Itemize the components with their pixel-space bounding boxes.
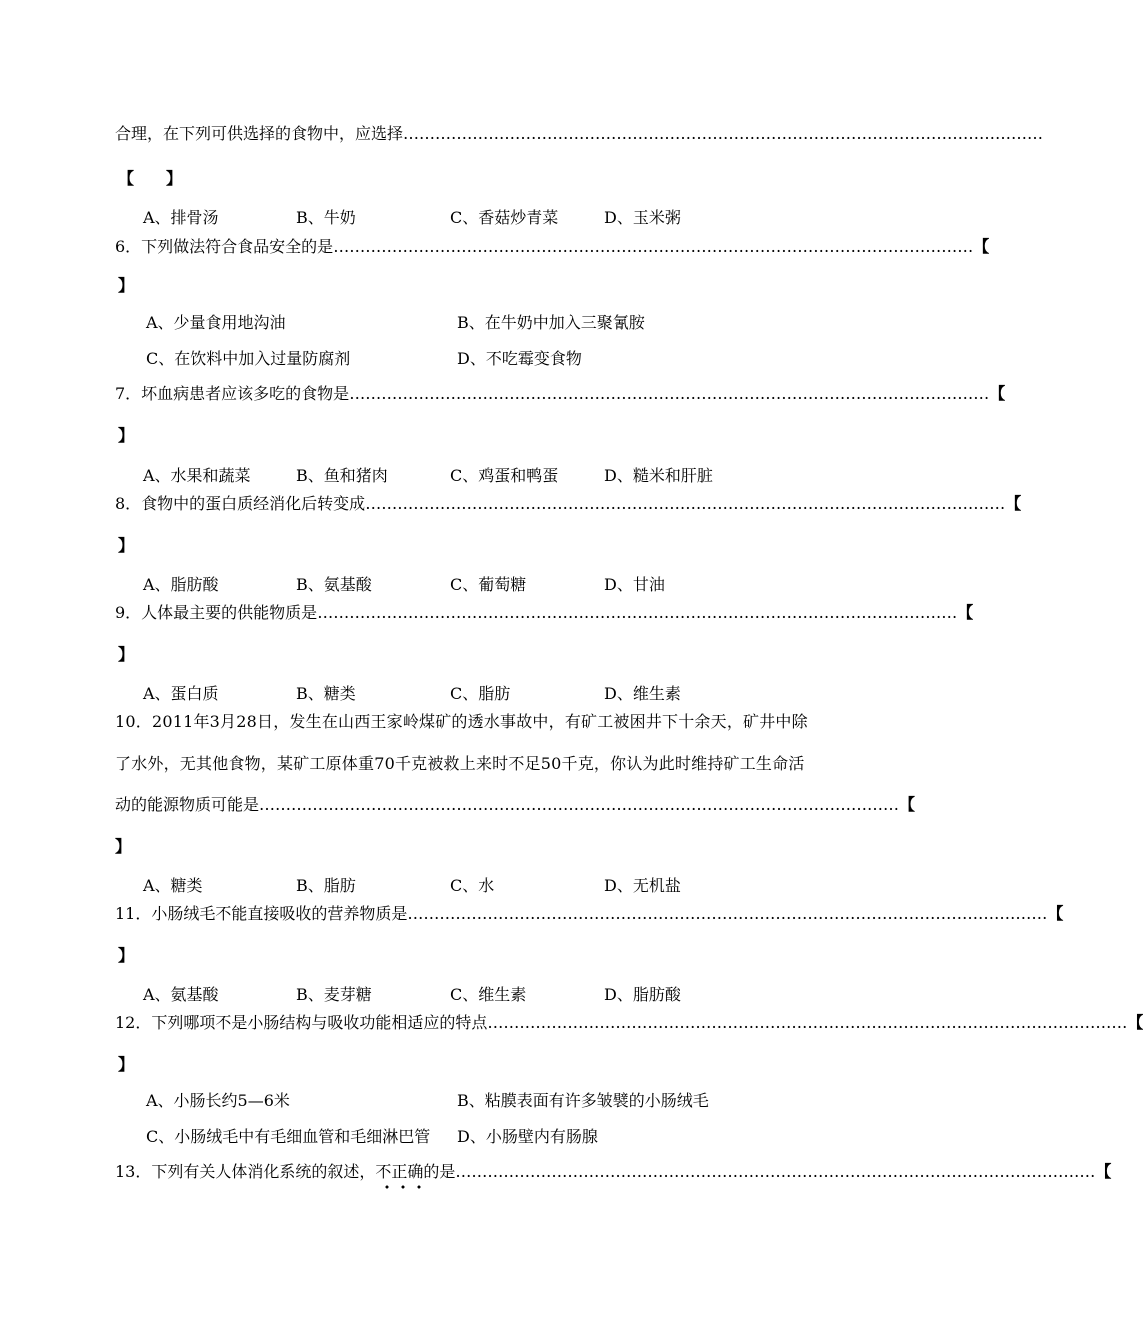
question-6-text: 6．下列做法符合食品安全的是 (115, 237, 334, 256)
option-b: B、糖类 (296, 684, 356, 703)
option-d: D、糙米和肝脏 (604, 466, 713, 485)
leader-dots: ………………………………………………………………………………………………………… (487, 1013, 1128, 1032)
question-11-text: 11．小肠绒毛不能直接吸收的营养物质是 (115, 904, 408, 923)
options-row (146, 311, 846, 335)
bracket-open: 【 (1095, 1162, 1112, 1181)
question-7-stem (115, 382, 1006, 406)
bracket-open: 【 (1047, 904, 1064, 923)
bracket-close: 】 (115, 837, 132, 856)
bracket-close: 】 (118, 426, 135, 445)
question-9-stem (115, 601, 974, 625)
option-d: D、甘油 (604, 575, 665, 594)
option-d: D、小肠壁内有肠腺 (457, 1127, 598, 1146)
option-b: B、麦芽糖 (296, 985, 372, 1004)
options-row (143, 573, 843, 597)
question-10-line-1: 10．2011年3月28日，发生在山西王家岭煤矿的透水事故中，有矿工被困井下十余天，矿井中除 (115, 712, 808, 731)
options-row (143, 464, 843, 488)
leader-dots: ………………………………………………………………………………………………………… (317, 603, 958, 622)
question-7-text: 7．坏血病患者应该多吃的食物是 (115, 384, 350, 403)
option-b: B、鱼和猪肉 (296, 466, 388, 485)
bracket-open: 【 (1005, 494, 1022, 513)
leader-dots: ………………………………………………………………………………………………………… (349, 384, 990, 403)
bracket-open: 【 (957, 603, 974, 622)
option-c: C、脂肪 (450, 684, 511, 703)
option-a: A、小肠长约5—6米 (146, 1091, 290, 1110)
option-a: A、蛋白质 (143, 684, 219, 703)
option-c: C、维生素 (450, 985, 527, 1004)
option-c: C、香菇炒青菜 (450, 208, 559, 227)
options-row (143, 682, 843, 706)
option-c: C、葡萄糖 (450, 575, 527, 594)
option-c: C、在饮料中加入过量防腐剂 (146, 349, 351, 368)
bracket-open: 【 (989, 384, 1006, 403)
leader-dots: ………………………………………………………………………………………………………… (365, 494, 1006, 513)
question-8-stem (115, 492, 1022, 516)
options-row (146, 1089, 846, 1113)
option-a: A、水果和蔬菜 (143, 466, 251, 485)
bracket-close: 】 (118, 1055, 135, 1074)
question-10-line-2: 了水外，无其他食物，某矿工原体重70千克被救上来时不足50千克，你认为此时维持矿工生命活 (115, 754, 805, 773)
answer-bracket: 【 】 (118, 169, 183, 188)
option-c: C、水 (450, 876, 495, 895)
options-row (143, 983, 843, 1007)
option-b: B、粘膜表面有许多皱襞的小肠绒毛 (457, 1091, 709, 1110)
option-a: A、少量食用地沟油 (146, 313, 286, 332)
option-d: D、无机盐 (604, 876, 681, 895)
option-b: B、在牛奶中加入三聚氰胺 (457, 313, 645, 332)
option-a: A、脂肪酸 (143, 575, 219, 594)
option-b: B、牛奶 (296, 208, 356, 227)
question-13-stem (115, 1160, 1112, 1184)
option-b: B、脂肪 (296, 876, 356, 895)
option-a: A、氨基酸 (143, 985, 219, 1004)
option-d: D、不吃霉变食物 (457, 349, 582, 368)
option-b: B、氨基酸 (296, 575, 372, 594)
bracket-open: 【 (973, 237, 990, 256)
option-d: D、玉米粥 (604, 208, 681, 227)
question-9-text: 9．人体最主要的供能物质是 (115, 603, 318, 622)
question-6-stem (115, 235, 990, 259)
options-row (146, 347, 846, 371)
bracket-close: 】 (118, 946, 135, 965)
question-13-text (115, 1160, 455, 1184)
bracket-close: 】 (118, 276, 135, 295)
question-5-text: 合理，在下列可供选择的食物中，应选择 (115, 124, 404, 143)
leader-dots: ………………………………………………………………………………………………………… (407, 904, 1048, 923)
bracket-close: 】 (118, 536, 135, 555)
question-12-stem (115, 1011, 1143, 1035)
question-8-text: 8．食物中的蛋白质经消化后转变成 (115, 494, 366, 513)
leader-dots: ………………………………………………………………………………………………………… (259, 795, 900, 814)
leader-dots: ………………………………………………………………………………………………………… (403, 124, 1044, 143)
question-12-text: 12．下列哪项不是小肠结构与吸收功能相适应的特点 (115, 1013, 488, 1032)
question-11-stem (115, 902, 1064, 926)
option-a: A、排骨汤 (143, 208, 219, 227)
question-13-emphasis: 不正确 (375, 1162, 424, 1181)
question-13-text-before: 13．下列有关人体消化系统的叙述， (115, 1162, 376, 1181)
options-row (143, 206, 843, 230)
leader-dots: ………………………………………………………………………………………………………… (455, 1162, 1096, 1181)
question-13-text-after: 的是 (423, 1162, 456, 1181)
question-5-stem (115, 122, 1044, 146)
option-c: C、鸡蛋和鸭蛋 (450, 466, 559, 485)
bracket-close: 】 (118, 645, 135, 664)
option-a: A、糖类 (143, 876, 203, 895)
options-row (146, 1125, 846, 1149)
question-10-text: 动的能源物质可能是 (115, 795, 260, 814)
option-d: D、脂肪酸 (604, 985, 681, 1004)
options-row (143, 874, 843, 898)
option-c: C、小肠绒毛中有毛细血管和毛细淋巴管 (146, 1127, 431, 1146)
bracket-open: 【 (899, 795, 916, 814)
bracket-open: 【 (1127, 1013, 1143, 1032)
leader-dots: ………………………………………………………………………………………………………… (333, 237, 974, 256)
question-10-stem (115, 793, 916, 817)
option-d: D、维生素 (604, 684, 681, 703)
